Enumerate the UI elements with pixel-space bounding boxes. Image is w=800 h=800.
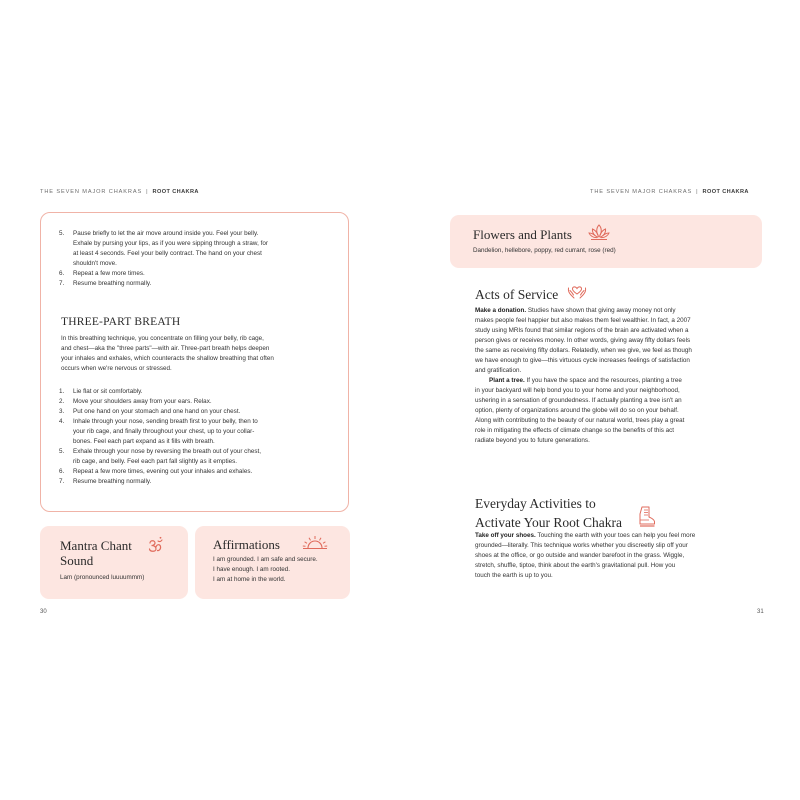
running-head-separator: | [696, 189, 699, 195]
text-line: occurs when we're nervous or stressed. [61, 365, 172, 372]
text-line: I have enough. I am rooted. [213, 566, 291, 573]
list-item-line: Move your shoulders away from your ears. Relax. [73, 398, 212, 405]
list-number: 2. [59, 398, 65, 405]
running-head-right [590, 189, 749, 195]
list-number: 5. [59, 448, 65, 455]
page-number-right: 31 [757, 609, 764, 615]
list-number: 1. [59, 388, 65, 395]
running-head-left [40, 189, 199, 195]
acts-p2-body: If you have the space and the resources, planting a tree in your backyard will help bond you to your home and your neighborhood, ushering in a sensation of groundedness. If actually planting a tree isn't an option, plenty of organizations around the globe will do so on your behalf. Along with contributing to the beauty of our natural world, trees play a great role in mitigating the effects of climate change so the benefits of this act radiate beyond you to future generations. [475, 377, 685, 444]
list-item [43, 407, 339, 417]
running-head-title: THE SEVEN MAJOR CHAKRAS [40, 189, 143, 195]
list-item-line: Exhale through your nose by reversing the breath out of your chest, [73, 448, 261, 455]
list-item [43, 269, 339, 279]
list-item-line: Exhale by pursing your lips, as if you were sipping through a straw, for [73, 240, 268, 247]
list-item [43, 417, 339, 447]
om-icon [147, 536, 165, 554]
mantra-box [40, 526, 188, 599]
acts-p1-body: Studies have shown that giving away money not only makes people feel happier but also makes them feel wealthier. In fact, a 2007 study using MRIs found that similar regions of the brain are activated when a person gives or receives money. In other words, giving away fifty dollars feels the same as receiving fifty dollars. Relatedly, when we give, we feel as though we have enough to give—this virtuous cycle increases feelings of satisfaction and gratification. [475, 307, 692, 374]
list-item-line: Repeat a few more times, evening out your inhales and exhales. [73, 468, 253, 475]
lotus-icon [588, 223, 610, 241]
acts-p2-lead: Plant a tree. [489, 377, 525, 384]
list-item [43, 477, 339, 487]
list-item [43, 387, 339, 397]
acts-paragraph-1 [475, 306, 761, 376]
acts-heading: Acts of Service [475, 287, 559, 302]
text-line: and chest—aka the "three parts"—with air. Three-part breath helps deepen [61, 345, 270, 352]
text-line: I am at home in the world. [213, 576, 286, 583]
running-head-separator: | [146, 189, 149, 195]
list-item-line: bones. Feel each part expand as it fills with breath. [73, 438, 215, 445]
acts-paragraph-2 [475, 376, 761, 446]
text-line: your inhales and exhales, which counteracts the shallow breathing that often [61, 355, 274, 362]
everyday-heading [475, 494, 622, 532]
list-number: 6. [59, 270, 65, 277]
list-number: 5. [59, 230, 65, 237]
running-head-chapter: ROOT CHAKRA [702, 189, 749, 195]
everyday-heading-line1: Everyday Activities to [475, 496, 596, 511]
flowers-text: Dandelion, hellebore, poppy, red currant, rose (red) [473, 247, 616, 254]
list-item-line: at least 4 seconds. Feel your belly contract. The hand on your chest [73, 250, 262, 257]
mantra-title [60, 538, 132, 568]
list-item-line: Resume breathing normally. [73, 478, 152, 485]
right-page [400, 0, 800, 800]
everyday-paragraph-1 [475, 531, 761, 581]
flowers-title: Flowers and Plants [473, 227, 572, 242]
acts-p1-lead: Make a donation. [475, 307, 527, 314]
three-part-intro [61, 334, 333, 374]
list-item-line: Resume breathing normally. [73, 280, 152, 287]
three-part-breath-heading: THREE-PART BREATH [61, 316, 181, 328]
three-part-steps-list [43, 387, 339, 487]
flowers-box [450, 215, 762, 268]
list-item [43, 229, 339, 269]
list-item-line: Inhale through your nose, sending breath first to your belly, then to [73, 418, 258, 425]
text-line: I am grounded. I am safe and secure. [213, 556, 318, 563]
page-number-left: 30 [40, 609, 47, 615]
list-item [43, 397, 339, 407]
list-number: 7. [59, 280, 65, 287]
sunrise-icon [302, 535, 328, 551]
mantra-title-line2: Sound [60, 553, 94, 568]
list-number: 6. [59, 468, 65, 475]
list-number: 3. [59, 408, 65, 415]
affirmations-title: Affirmations [213, 537, 280, 552]
mantra-title-line1: Mantra Chant [60, 538, 132, 553]
running-head-title: THE SEVEN MAJOR CHAKRAS [590, 189, 693, 195]
affirmations-box [195, 526, 350, 599]
running-head-chapter: ROOT CHAKRA [152, 189, 199, 195]
list-item [43, 447, 339, 467]
list-item-line: Repeat a few more times. [73, 270, 145, 277]
list-item-line: shouldn't move. [73, 260, 117, 267]
list-item-line: your rib cage, and finally throughout your chest, up to your collar- [73, 428, 255, 435]
hands-heart-icon [567, 280, 587, 300]
list-item-line: Pause briefly to let the air move around inside you. Feel your belly. [73, 230, 259, 237]
list-item-line: Lie flat or sit comfortably. [73, 388, 143, 395]
list-item [43, 279, 339, 289]
affirmations-lines [213, 555, 318, 585]
list-item [43, 467, 339, 477]
everyday-heading-line2: Activate Your Root Chakra [475, 515, 622, 530]
list-item-line: Put one hand on your stomach and one hand on your chest. [73, 408, 241, 415]
steps-continued-list [43, 229, 339, 289]
list-item-line: rib cage, and belly. Feel each part fall slightly as it empties. [73, 458, 238, 465]
everyday-p1-lead: Take off your shoes. [475, 532, 536, 539]
text-line: In this breathing technique, you concentrate on filling your belly, rib cage, [61, 335, 264, 342]
list-number: 4. [59, 418, 65, 425]
everyday-p1-body: Touching the earth with your toes can help you feel more grounded—literally. This technique works whether you discreetly slip off your shoes at the office, or go outside and wander barefoot in the grass. Wiggle, stretch, shuffle, tiptoe, think about the earth's gravitational pull. How you touch the earth is up to you. [475, 532, 696, 579]
mantra-text: Lam (pronounced luuuummm) [60, 574, 145, 581]
list-number: 7. [59, 478, 65, 485]
boot-icon [638, 506, 656, 528]
